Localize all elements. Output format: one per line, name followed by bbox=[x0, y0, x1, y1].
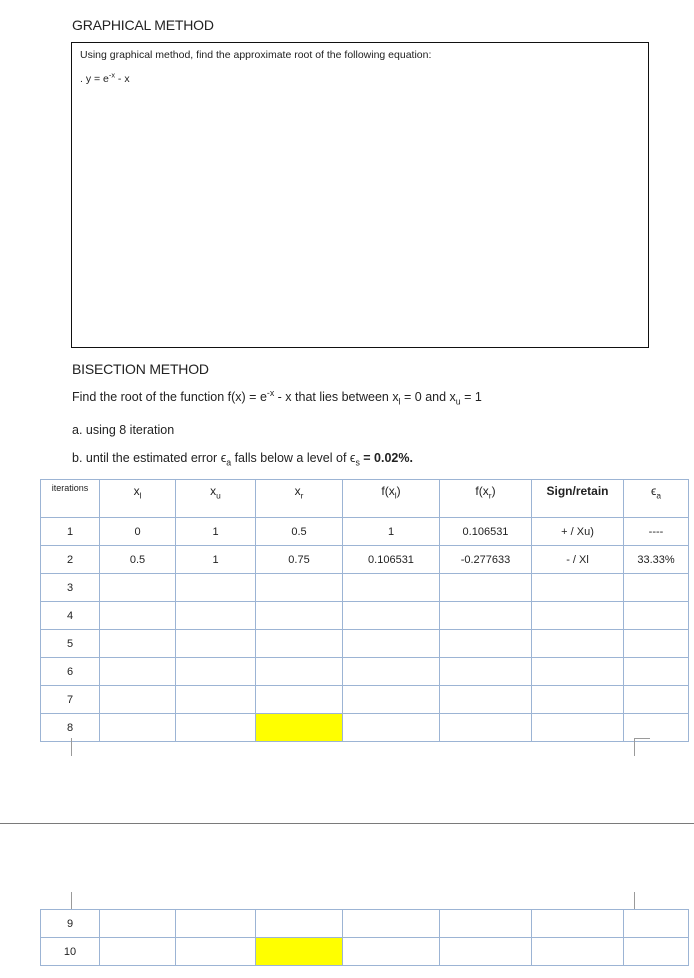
iteration-number[interactable]: 9 bbox=[41, 910, 100, 938]
xu-cell[interactable] bbox=[176, 686, 256, 714]
page-corner-mark bbox=[71, 738, 72, 756]
page-corner-mark bbox=[634, 892, 635, 910]
xl-cell[interactable] bbox=[100, 602, 176, 630]
table-row bbox=[41, 574, 689, 602]
task-a: a. using 8 iteration bbox=[72, 423, 175, 437]
sign-retain-cell[interactable] bbox=[532, 574, 624, 602]
fxr-cell[interactable] bbox=[440, 714, 532, 742]
table-row bbox=[41, 910, 689, 938]
table-row bbox=[41, 602, 689, 630]
page-corner-mark bbox=[634, 738, 650, 739]
fxl-cell[interactable] bbox=[343, 686, 440, 714]
xu-cell[interactable]: 1 bbox=[176, 518, 256, 546]
graphical-method-heading: GRAPHICAL METHOD bbox=[72, 17, 214, 33]
iteration-number[interactable]: 2 bbox=[41, 546, 100, 574]
xr-cell[interactable] bbox=[256, 910, 343, 938]
xr-cell[interactable] bbox=[256, 602, 343, 630]
graphical-equation: . $y = e^{-x} - x$ bbox=[80, 70, 130, 85]
fxl-cell[interactable] bbox=[343, 574, 440, 602]
table-row bbox=[41, 630, 689, 658]
iteration-number[interactable]: 3 bbox=[41, 574, 100, 602]
page-break bbox=[0, 823, 694, 824]
xu-cell[interactable] bbox=[176, 574, 256, 602]
fxl-cell[interactable] bbox=[343, 910, 440, 938]
xu-cell[interactable] bbox=[176, 714, 256, 742]
fxl-cell[interactable] bbox=[343, 714, 440, 742]
xl-cell[interactable] bbox=[100, 686, 176, 714]
table-row bbox=[41, 714, 689, 742]
error-cell[interactable] bbox=[624, 630, 689, 658]
iteration-number[interactable]: 4 bbox=[41, 602, 100, 630]
error-cell[interactable] bbox=[624, 658, 689, 686]
page-corner-mark bbox=[634, 738, 635, 756]
error-cell[interactable] bbox=[624, 602, 689, 630]
table-row bbox=[41, 658, 689, 686]
iteration-table-continued bbox=[40, 909, 689, 966]
xu-cell[interactable] bbox=[176, 938, 256, 966]
xl-cell[interactable]: 0 bbox=[100, 518, 176, 546]
xl-cell[interactable] bbox=[100, 938, 176, 966]
fxr-cell[interactable] bbox=[440, 910, 532, 938]
bisection-problem-statement: Find the root of the function $f(x) = e^{-x} - x$ that lies between $x_l = 0$ and $x_u = 1$ bbox=[72, 387, 482, 407]
xr-cell[interactable] bbox=[256, 938, 343, 966]
sign-retain-cell[interactable] bbox=[532, 686, 624, 714]
header-iterations: iterations bbox=[41, 480, 100, 518]
fxr-cell[interactable] bbox=[440, 574, 532, 602]
xl-cell[interactable] bbox=[100, 574, 176, 602]
xu-cell[interactable] bbox=[176, 658, 256, 686]
sign-retain-cell[interactable]: + / Xu) bbox=[532, 518, 624, 546]
fxl-cell[interactable] bbox=[343, 630, 440, 658]
xl-cell[interactable] bbox=[100, 658, 176, 686]
xl-cell[interactable]: 0.5 bbox=[100, 546, 176, 574]
fxl-cell[interactable] bbox=[343, 938, 440, 966]
table-row bbox=[41, 938, 689, 966]
error-cell[interactable] bbox=[624, 686, 689, 714]
xr-cell[interactable]: 0.75 bbox=[256, 546, 343, 574]
xr-cell[interactable] bbox=[256, 574, 343, 602]
iteration-number[interactable]: 7 bbox=[41, 686, 100, 714]
header-sign-retain: Sign/retain bbox=[532, 480, 624, 518]
error-cell[interactable] bbox=[624, 574, 689, 602]
xr-cell[interactable] bbox=[256, 630, 343, 658]
graphical-instruction: Using graphical method, find the approximate root of the following equation: bbox=[80, 49, 432, 61]
xr-cell[interactable]: 0.5 bbox=[256, 518, 343, 546]
xl-cell[interactable] bbox=[100, 630, 176, 658]
header-xu: $x_u$ bbox=[176, 480, 256, 518]
sign-retain-cell[interactable]: - / Xl bbox=[532, 546, 624, 574]
fxr-cell[interactable] bbox=[440, 938, 532, 966]
sign-retain-cell[interactable] bbox=[532, 602, 624, 630]
sign-retain-cell[interactable] bbox=[532, 714, 624, 742]
fxr-cell[interactable] bbox=[440, 630, 532, 658]
table-row bbox=[41, 518, 689, 546]
xl-cell[interactable] bbox=[100, 714, 176, 742]
xr-cell[interactable] bbox=[256, 714, 343, 742]
header-fxl: $f(x_l)$ bbox=[343, 480, 440, 518]
error-cell[interactable] bbox=[624, 938, 689, 966]
table-header-row bbox=[41, 480, 689, 518]
error-cell[interactable] bbox=[624, 910, 689, 938]
header-xr: $x_r$ bbox=[256, 480, 343, 518]
page-corner-mark bbox=[71, 892, 72, 910]
error-cell[interactable]: 33.33% bbox=[624, 546, 689, 574]
header-error: $\epsilon_a$ bbox=[624, 480, 689, 518]
graphical-method-box bbox=[71, 42, 649, 348]
xu-cell[interactable] bbox=[176, 910, 256, 938]
fxr-cell[interactable]: 0.106531 bbox=[440, 518, 532, 546]
fxl-cell[interactable]: 0.106531 bbox=[343, 546, 440, 574]
fxl-cell[interactable]: 1 bbox=[343, 518, 440, 546]
iteration-number[interactable]: 10 bbox=[41, 938, 100, 966]
xu-cell[interactable]: 1 bbox=[176, 546, 256, 574]
fxl-cell[interactable] bbox=[343, 602, 440, 630]
iteration-number[interactable]: 5 bbox=[41, 630, 100, 658]
table-row bbox=[41, 546, 689, 574]
task-b: b. until the estimated error $\epsilon_a$ falls below a level of $\epsilon_s = 0.02\%$. bbox=[72, 451, 413, 468]
iteration-number[interactable]: 8 bbox=[41, 714, 100, 742]
iteration-number[interactable]: 6 bbox=[41, 658, 100, 686]
bisection-method-heading: BISECTION METHOD bbox=[72, 361, 209, 377]
xl-cell[interactable] bbox=[100, 910, 176, 938]
header-xl: $x_l$ bbox=[100, 480, 176, 518]
xu-cell[interactable] bbox=[176, 602, 256, 630]
iteration-table bbox=[40, 479, 689, 742]
sign-retain-cell[interactable] bbox=[532, 938, 624, 966]
fxr-cell[interactable] bbox=[440, 602, 532, 630]
fxr-cell[interactable] bbox=[440, 686, 532, 714]
fxl-cell[interactable] bbox=[343, 658, 440, 686]
sign-retain-cell[interactable] bbox=[532, 910, 624, 938]
sign-retain-cell[interactable] bbox=[532, 658, 624, 686]
error-cell[interactable]: ---- bbox=[624, 518, 689, 546]
sign-retain-cell[interactable] bbox=[532, 630, 624, 658]
fxr-cell[interactable] bbox=[440, 658, 532, 686]
iteration-number[interactable]: 1 bbox=[41, 518, 100, 546]
header-fxr: $f(x_r)$ bbox=[440, 480, 532, 518]
fxr-cell[interactable]: -0.277633 bbox=[440, 546, 532, 574]
xu-cell[interactable] bbox=[176, 630, 256, 658]
xr-cell[interactable] bbox=[256, 686, 343, 714]
xr-cell[interactable] bbox=[256, 658, 343, 686]
table-row bbox=[41, 686, 689, 714]
